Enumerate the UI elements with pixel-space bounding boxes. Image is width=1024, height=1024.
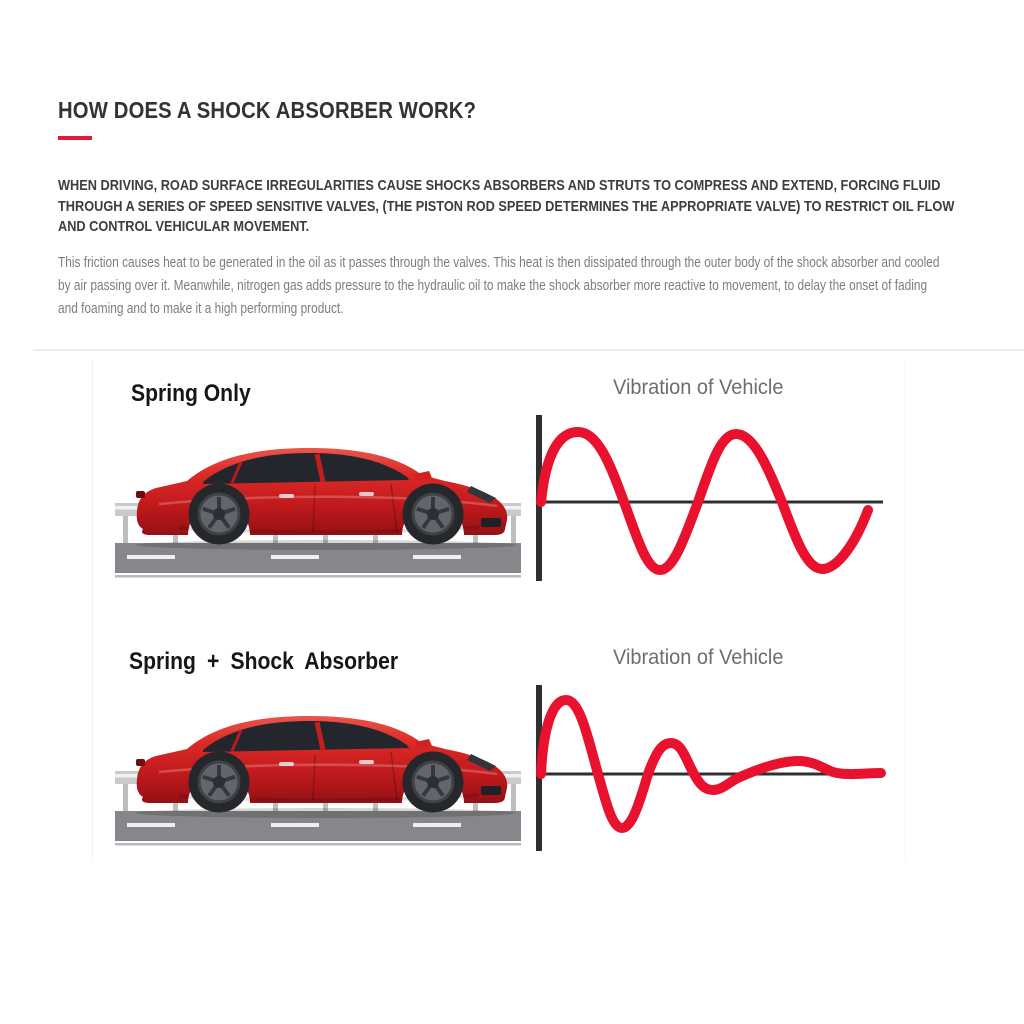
body-line: This friction causes heat to be generated in the oil as it passes through the valves. This heat is then dissipated through the outer body of the shock absorber and cooled — [58, 255, 940, 271]
car-scene-illustration — [113, 708, 523, 846]
content-divider — [33, 349, 1024, 351]
intro-line: WHEN DRIVING, ROAD SURFACE IRREGULARITIES CAUSE SHOCKS ABSORBERS AND STRUTS TO COMPRESS AND EXTEND, FORCING FLUID — [58, 177, 941, 194]
vibration-chart-spring-only — [534, 412, 886, 584]
page-title: HOW DOES A SHOCK ABSORBER WORK? — [58, 97, 477, 123]
body-line: and foaming and to make it a high performing product. — [58, 301, 344, 317]
vibration-chart-title: Vibration of Vehicle — [613, 376, 784, 399]
car-scene-illustration — [113, 440, 523, 578]
spring-shock-absorber-label: Spring + Shock Absorber — [129, 648, 399, 675]
vibration-chart-damped — [534, 682, 886, 854]
body-paragraph — [58, 252, 940, 321]
intro-line: AND CONTROL VEHICULAR MOVEMENT. — [58, 218, 310, 235]
vibration-chart-title: Vibration of Vehicle — [613, 646, 784, 669]
title-underline — [58, 136, 92, 140]
shock-absorber-figure — [92, 360, 906, 862]
intro-line: THROUGH A SERIES OF SPEED SENSITIVE VALVES, (THE PISTON ROD SPEED DETERMINES THE APPROPRIATE VALVE) TO RESTRICT OIL FLOW — [58, 197, 955, 215]
body-line: by air passing over it. Meanwhile, nitrogen gas adds pressure to the hydraulic oil to make the shock absorber more reactive to movement, to delay the onset of fading — [58, 278, 928, 294]
intro-paragraph — [58, 176, 954, 238]
spring-only-label: Spring Only — [131, 380, 251, 407]
damped-wave-path — [541, 700, 881, 828]
